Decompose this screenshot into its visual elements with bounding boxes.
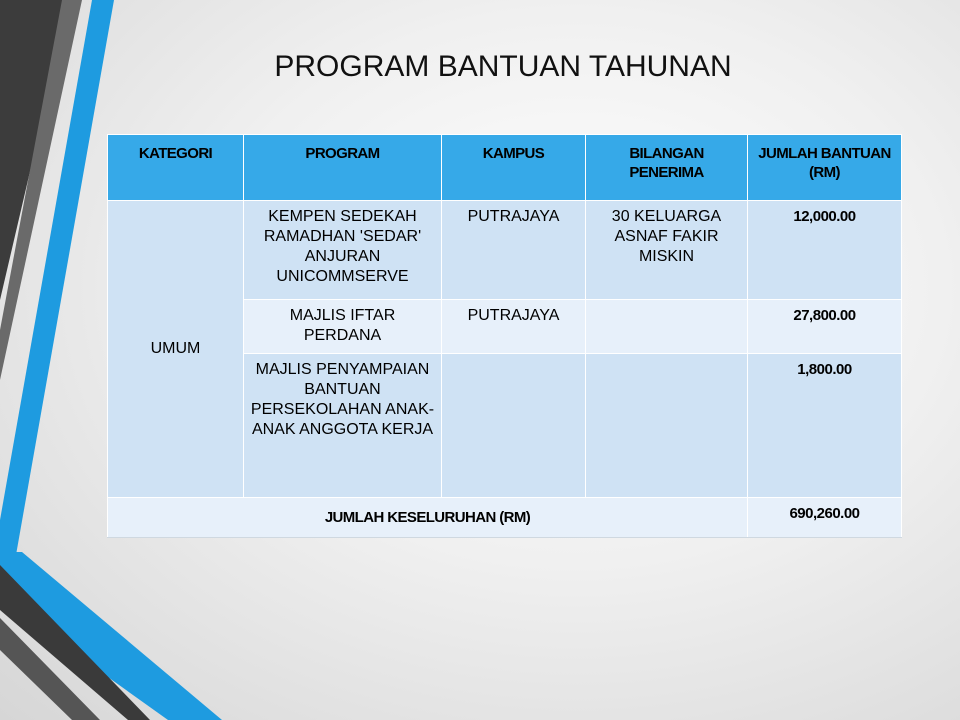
jumlah-cell: 12,000.00: [748, 201, 902, 300]
header-kategori: KATEGORI: [108, 135, 244, 201]
assistance-table: [107, 134, 902, 538]
penerima-cell: [586, 354, 748, 498]
table-row: [108, 201, 902, 300]
category-cell: UMUM: [108, 201, 244, 498]
jumlah-cell: 27,800.00: [748, 300, 902, 354]
total-row: [108, 498, 902, 538]
total-value: 690,260.00: [748, 498, 902, 538]
header-program: PROGRAM: [244, 135, 442, 201]
penerima-cell: 30 KELUARGA ASNAF FAKIR MISKIN: [586, 201, 748, 300]
header-kampus: KAMPUS: [442, 135, 586, 201]
header-jumlah-bantuan: JUMLAH BANTUAN (RM): [748, 135, 902, 201]
kampus-cell: [442, 354, 586, 498]
header-bilangan-penerima: BILANGAN PENERIMA: [586, 135, 748, 201]
kampus-cell: PUTRAJAYA: [442, 300, 586, 354]
total-label: JUMLAH KESELURUHAN (RM): [108, 498, 748, 538]
program-cell: MAJLIS IFTAR PERDANA: [244, 300, 442, 354]
slide-title: PROGRAM BANTUAN TAHUNAN: [274, 50, 732, 83]
jumlah-cell: 1,800.00: [748, 354, 902, 498]
program-cell: KEMPEN SEDEKAH RAMADHAN 'SEDAR' ANJURAN UNICOMMSERVE: [244, 201, 442, 300]
header-row: [108, 135, 902, 201]
penerima-cell: [586, 300, 748, 354]
kampus-cell: PUTRAJAYA: [442, 201, 586, 300]
program-cell: MAJLIS PENYAMPAIAN BANTUAN PERSEKOLAHAN ANAK-ANAK ANGGOTA KERJA: [244, 354, 442, 498]
